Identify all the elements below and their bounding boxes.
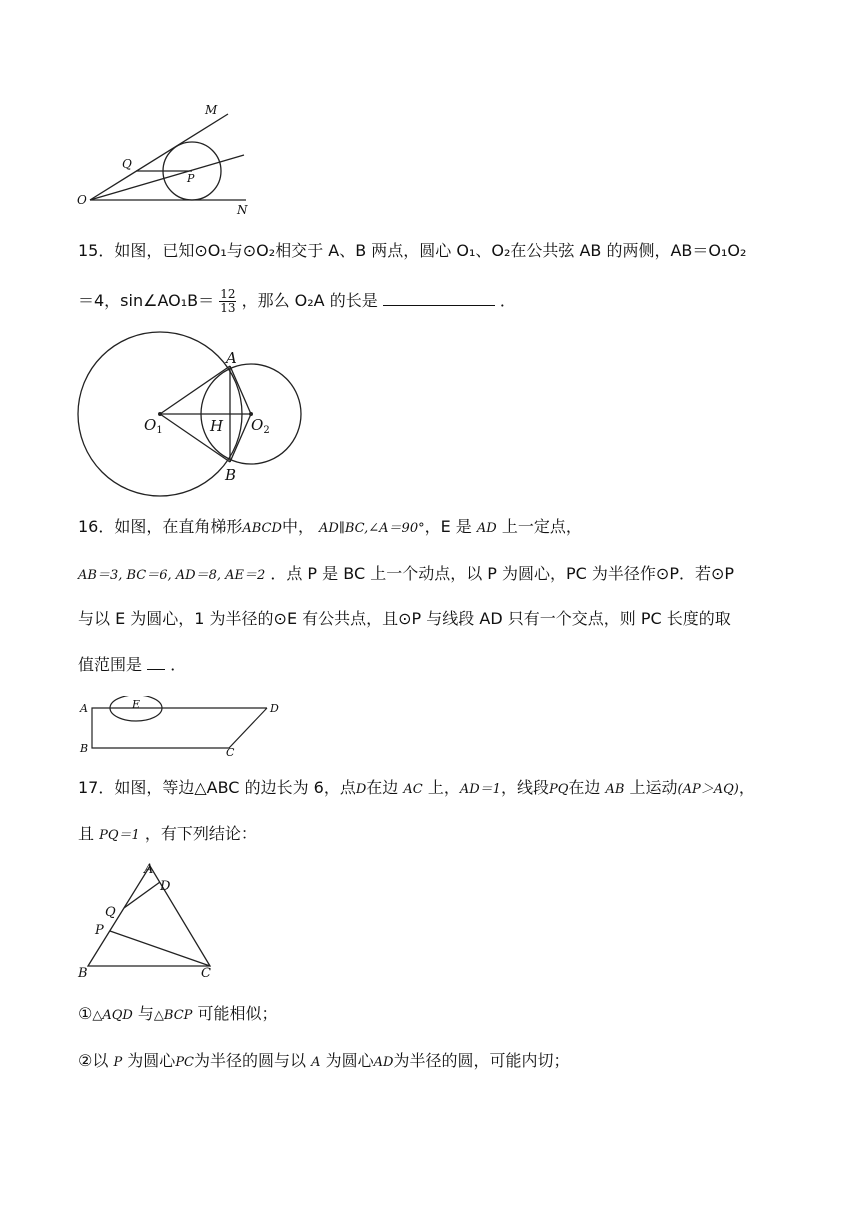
label-q: Q — [122, 157, 132, 171]
c2-math1: P — [113, 1055, 123, 1070]
q16-l1-pre: 16．如图，在直角梯形 — [78, 517, 243, 536]
label-p: P — [95, 923, 104, 938]
q16-l2-math: AB＝3, BC＝6, AD＝8, AE＝2 — [78, 568, 266, 583]
q16-l4-pre: 值范围是 — [78, 655, 143, 674]
answer-blank-16[interactable] — [147, 655, 165, 670]
q16-l1-math1: ABCD — [242, 521, 282, 536]
answer-blank-15[interactable] — [383, 289, 495, 306]
label-o2-sub: 2 — [263, 425, 270, 436]
label-o: O — [77, 193, 87, 207]
q17-line1 — [78, 778, 755, 800]
q17-conclusion-2 — [78, 1051, 569, 1073]
label-h: H — [210, 417, 224, 435]
q16-line4 — [78, 655, 186, 675]
point-o1 — [158, 412, 162, 416]
c2-math4: AD — [373, 1055, 394, 1070]
c1-math2: △BCP — [153, 1008, 193, 1023]
c1-math1: △AQD — [92, 1008, 133, 1023]
label-o2-main: O — [251, 416, 264, 434]
figure-trapezoid — [74, 696, 294, 756]
segment-o1a — [160, 366, 230, 414]
label-o2 — [251, 416, 270, 436]
c2-pre: ②以 — [78, 1051, 109, 1070]
q16-line1 — [78, 517, 582, 539]
q16-line2 — [78, 564, 734, 586]
c1-pre: ① — [78, 1004, 93, 1023]
q15-line2 — [78, 288, 516, 315]
q16-l1-math3: AD — [476, 521, 497, 536]
q17-l1-mid4: 在边 — [568, 778, 601, 797]
label-c: C — [226, 746, 235, 756]
q15-line2-post: ，那么 O₂A 的长是 — [241, 291, 378, 310]
q17-l2-math: PQ＝1 — [99, 828, 140, 843]
label-o1 — [144, 416, 163, 436]
q15-line2-end: ． — [499, 291, 516, 310]
q17-l1-math3: AD＝1 — [459, 782, 501, 797]
c2-mid1: 为圆心 — [127, 1051, 176, 1070]
q17-l1-math6: (AP＞AQ) — [677, 782, 739, 797]
figure-angle-circle — [74, 98, 274, 218]
q15-line1: 15．如图，已知⊙O₁与⊙O₂相交于 A、B 两点，圆心 O₁、O₂在公共弦 AB 的两侧，AB＝O₁O₂ — [78, 241, 747, 260]
q15-frac-num: 12 — [220, 287, 236, 301]
segment-pc — [110, 931, 210, 966]
label-c: C — [201, 966, 211, 981]
q17-l1-math1: D — [355, 782, 367, 797]
label-m: M — [205, 103, 218, 117]
segment-o2b — [230, 414, 251, 462]
segment-qd — [124, 882, 160, 908]
q17-l1-mid5: 上运动 — [629, 778, 678, 797]
q17-l1-mid3: ，线段 — [500, 778, 549, 797]
q16-l1-math2: AD∥BC,∠A＝90° — [319, 521, 425, 536]
q16-l4-post: ． — [170, 655, 187, 674]
label-p: P — [187, 172, 195, 185]
q17-l2-post: ，有下列结论： — [144, 824, 257, 843]
q17-l1-mid2: 上， — [427, 778, 460, 797]
q17-l1-math4: PQ — [548, 782, 569, 797]
c2-math3: A — [311, 1055, 321, 1070]
q17-l1-post: ， — [738, 778, 755, 797]
label-b: B — [78, 966, 88, 981]
q16-l1-mid2: ，E 是 — [424, 517, 472, 536]
q16-l1-post: 上一定点， — [501, 517, 582, 536]
trapezoid-abcd — [92, 708, 267, 748]
label-e: E — [132, 698, 141, 711]
q15-frac-den: 13 — [220, 301, 236, 315]
c2-mid2: 为半径的圆与以 — [194, 1051, 307, 1070]
label-d: D — [270, 702, 279, 715]
q17-line2 — [78, 824, 257, 846]
label-b: B — [80, 742, 89, 755]
label-o1-main: O — [144, 416, 157, 434]
label-b: B — [225, 466, 237, 484]
c1-post: 可能相似； — [197, 1004, 278, 1023]
q17-l1-math2: AC — [403, 782, 423, 797]
segment-o2a — [230, 366, 251, 414]
c2-mid3: 为圆心 — [325, 1051, 374, 1070]
label-a: A — [226, 349, 237, 367]
q16-l2-post: ．点 P 是 BC 上一个动点，以 P 为圆心，PC 为半径作⊙P．若⊙P — [270, 564, 735, 583]
label-n: N — [237, 203, 248, 217]
q16-line3: 与以 E 为圆心，1 为半径的⊙E 有公共点，且⊙P 与线段 AD 只有一个交点，则 PC 长度的取 — [78, 609, 731, 628]
q17-l1-math5: AB — [605, 782, 625, 797]
q15-line2-pre: ＝4，sin∠AO₁B＝ — [78, 291, 215, 310]
q17-l1-mid1: 在边 — [366, 778, 399, 797]
label-o1-sub: 1 — [156, 425, 163, 436]
q15-fraction — [219, 288, 236, 315]
figure-two-circles — [74, 330, 314, 510]
q17-l2-pre: 且 — [78, 824, 95, 843]
ray-om — [90, 114, 228, 200]
q17-conclusion-1 — [78, 1004, 278, 1026]
figure-triangle — [74, 856, 234, 986]
q17-l1-pre: 17．如图，等边△ABC 的边长为 6，点 — [78, 778, 356, 797]
c2-math2: PC — [175, 1055, 195, 1070]
c1-mid: 与 — [137, 1004, 154, 1023]
q16-l1-mid: 中， — [281, 517, 314, 536]
label-q: Q — [105, 905, 116, 920]
c2-post: 为半径的圆，可能内切； — [393, 1051, 570, 1070]
label-d: D — [160, 879, 171, 894]
label-a: A — [144, 862, 154, 877]
label-a: A — [80, 702, 88, 715]
